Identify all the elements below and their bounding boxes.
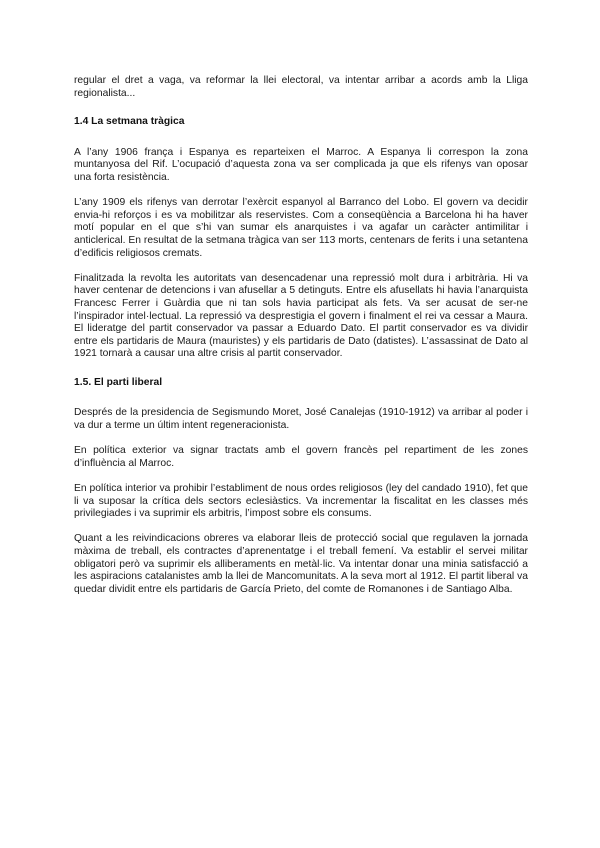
paragraph: En política exterior va signar tractats amb el govern francès pel repartiment de les zones d’influència al Marroc. xyxy=(74,445,528,469)
paragraph: Després de la presidencia de Segismundo Moret, José Canalejas (1910-1912) va arribar al poder i va dur a terme un últim intent regeneracionista. xyxy=(74,407,528,432)
section-heading-setmana-tragica: 1.4 La setmana tràgica xyxy=(74,116,185,128)
paragraph: Finalitzada la revolta les autoritats van desencadenar una repressió molt dura i arbitrària. Hi va haver centenar de detencions i van afusellar a 5 detinguts. Entre els afusellats hi havia l’anarquista Francesc Ferrer i Guàrdia que ni tan sols havia participat als fets. Va ser acusat de ser-ne l’inspirador intel·lectual. La repressió va desprestigia el govern i finalment el rei va cessar a Maura. El lideratge del partit conservador va passar a Eduardo Dato. El partit conservador es va dividir entre els partidaris de Maura (mauristes) y els partidaris de Dato (datistes). L’assassinat de Dato al 1921 tornarà a causar una altre crisis al partit conservador. xyxy=(74,272,528,360)
section-heading-partit-liberal: 1.5. El parti liberal xyxy=(74,376,163,388)
intro-paragraph: regular el dret a vaga, va reformar la llei electoral, va intentar arribar a acords amb la Lliga regionalista... xyxy=(74,75,528,99)
paragraph: L’any 1909 els rifenys van derrotar l’exèrcit espanyol al Barranco del Lobo. El govern va decidir envia-hi reforços i es va mobilitzar als reservistes. Com a conseqüència a Barcelona hi ha haver motí popular en el que s’hi van sumar els anarquistes i va agafar un caràcter antimilitar i anticlerical. En resultat de la setmana tràgica van ser 113 morts, centenars de ferits i una setantena d’edificis religiosos cremats. xyxy=(74,197,528,259)
paragraph: En política interior va prohibir l’establiment de nous ordes religiosos (ley del candado 1910), fet que li va suposar la crítica dels sectors eclesiàstics. Va incrementar la fiscalitat en les classes més privilegiades i va suprimir els arbitris, l’impost sobre els consums. xyxy=(74,483,528,520)
paragraph: Quant a les reivindicacions obreres va elaborar lleis de protecció social que regulaven la jornada màxima de treball, els contractes d’aprenentatge i el treball femení. Va establir el servei militar obligatori però va suprimir els alliberaments en metàl·lic. Va intentar donar una minia satisfacció a les aspiracions catalanistes amb la llei de Mancomunitats. A la seva mort al 1912. El partit liberal va quedar dividit entre els partidaris de García Prieto, del comte de Romanones i de Santiago Alba. xyxy=(74,533,528,595)
paragraph: A l’any 1906 frança i Espanya es reparteixen el Marroc. A Espanya li correspon la zona muntanyosa del Rif. L’ocupació d’aquesta zona va ser complicada ja que els rifenys van oposar una forta resistència. xyxy=(74,146,528,183)
document-page xyxy=(74,75,528,609)
